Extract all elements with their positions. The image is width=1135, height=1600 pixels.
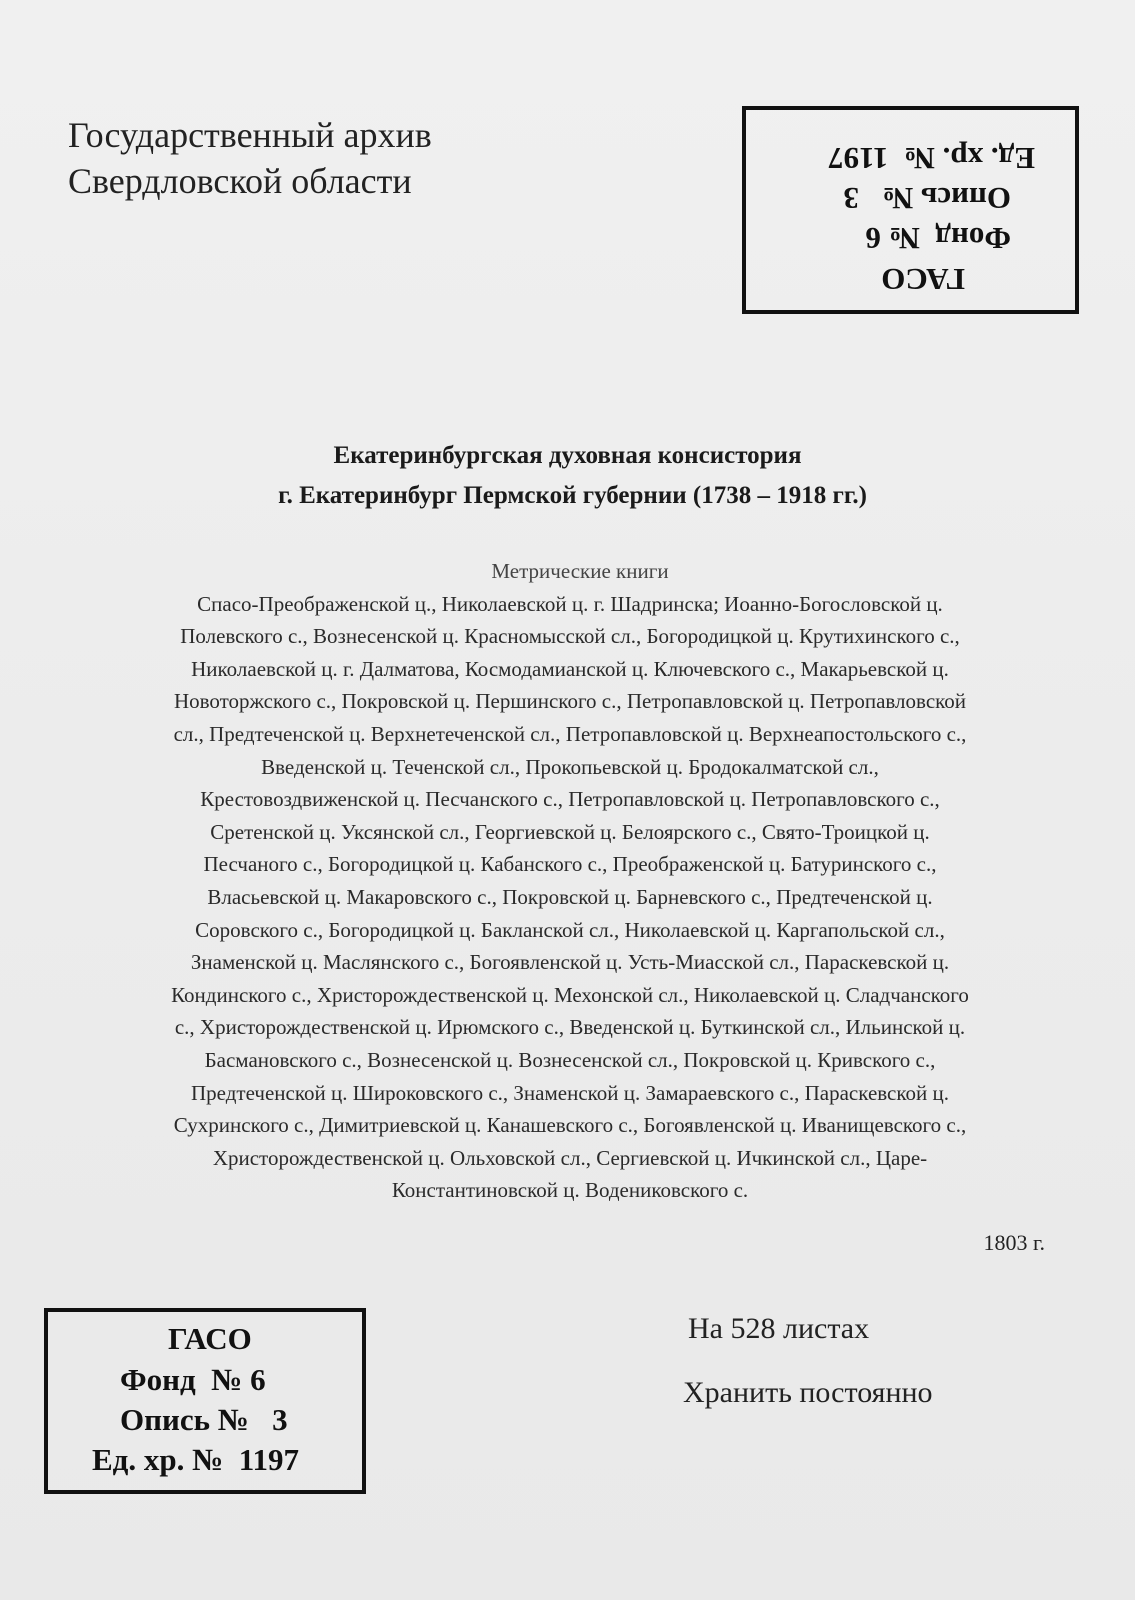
- archive-name-line-1: Государственный архив: [68, 115, 432, 155]
- description-line: Соровского с., Богородицкой ц. Бакланской сл., Николаевской ц. Каргапольской сл.,: [195, 917, 945, 942]
- stamp-fond: Фонд № 6: [865, 221, 1011, 256]
- description-line: Сухринского с., Димитриевской ц. Канашевского с., Богоявленской ц. Иванищевского с.,: [173, 1113, 967, 1138]
- description-line: Введенской ц. Теченской сл., Прокопьевской ц. Бродокалматской сл.,: [261, 754, 879, 779]
- description-line: Сретенской ц. Уксянской сл., Георгиевской ц. Белоярского с., Свято-Троицкой ц.: [210, 819, 930, 844]
- fund-title: [0, 436, 1135, 516]
- description-line: Песчаного с., Богородицкой ц. Кабанского с., Преображенской ц. Батуринского с.,: [203, 852, 937, 877]
- description-line: Крестовоздвиженской ц. Песчанского с., Петропавловской ц. Петропавловского с.,: [200, 787, 940, 812]
- description-line: Кондинского с., Христорождественской ц. Мехонской сл., Николаевской ц. Сладчанского: [171, 982, 969, 1007]
- fund-title-line-2: г. Екатеринбург Пермской губернии (1738 – 1918 гг.): [278, 482, 867, 509]
- archive-stamp-inverted: [742, 106, 1079, 314]
- description-heading: Метрические книги: [491, 559, 669, 583]
- description-line: Константиновской ц. Водениковского с.: [391, 1178, 749, 1203]
- stamp-item: Ед. хр. № 1197: [827, 141, 1035, 176]
- stamp-title: ГАСО: [881, 262, 965, 297]
- description-line: Новоторжского с., Покровской ц. Першинского с., Петропавловской ц. Петропавловской: [173, 689, 967, 714]
- description-line: Знаменской ц. Маслянского с., Богоявленской ц. Усть-Миасской сл., Параскевской ц.: [190, 950, 950, 975]
- stamp-title: ГАСО: [168, 1321, 252, 1356]
- description-line: Николаевской ц. г. Далматова, Космодамианской ц. Ключевского с., Макарьевской ц.: [191, 656, 949, 681]
- description-line: с., Христорождественской ц. Ирюмского с., Введенской ц. Буткинской сл., Ильинской ц.: [174, 1015, 966, 1040]
- stamp-item: Ед. хр. № 1197: [92, 1442, 300, 1477]
- sheet-count: На 528 листах: [688, 1312, 870, 1345]
- stamp-fond: Фонд № 6: [120, 1362, 266, 1397]
- description-block: [70, 555, 1070, 1207]
- stamp-opis: Опись № 3: [843, 181, 1011, 216]
- description-line: Басмановского с., Вознесенской ц. Вознесенской сл., Покровской ц. Кривского с.,: [204, 1047, 936, 1072]
- fund-title-line-1: Екатеринбургская духовная консистория: [333, 442, 802, 469]
- description-line: Христорождественской ц. Ольховской сл., Сергиевской ц. Ичкинской сл., Царе-: [212, 1145, 928, 1170]
- stamp-opis: Опись № 3: [120, 1402, 288, 1437]
- archive-stamp: [44, 1308, 366, 1494]
- description-line: сл., Предтеченской ц. Верхнетеченской сл., Петропавловской ц. Верхнеапостольского с.,: [173, 721, 967, 746]
- description-line: Полевского с., Вознесенской ц. Красномысской сл., Богородицкой ц. Крутихинского с.,: [180, 624, 960, 649]
- archive-name-line-2: Свердловской области: [68, 161, 412, 201]
- description-line: Спасо-Преображенской ц., Николаевской ц. г. Шадринска; Иоанно-Богословской ц.: [197, 591, 943, 616]
- document-year: 1803 г.: [983, 1230, 1045, 1255]
- description-line: Предтеченской ц. Широковского с., Знаменской ц. Замараевского с., Параскевской ц.: [191, 1080, 949, 1105]
- archive-name: [68, 112, 432, 204]
- storage-term: Хранить постоянно: [683, 1376, 933, 1409]
- description-line: Власьевской ц. Макаровского с., Покровской ц. Барневского с., Предтеченской ц.: [207, 884, 933, 909]
